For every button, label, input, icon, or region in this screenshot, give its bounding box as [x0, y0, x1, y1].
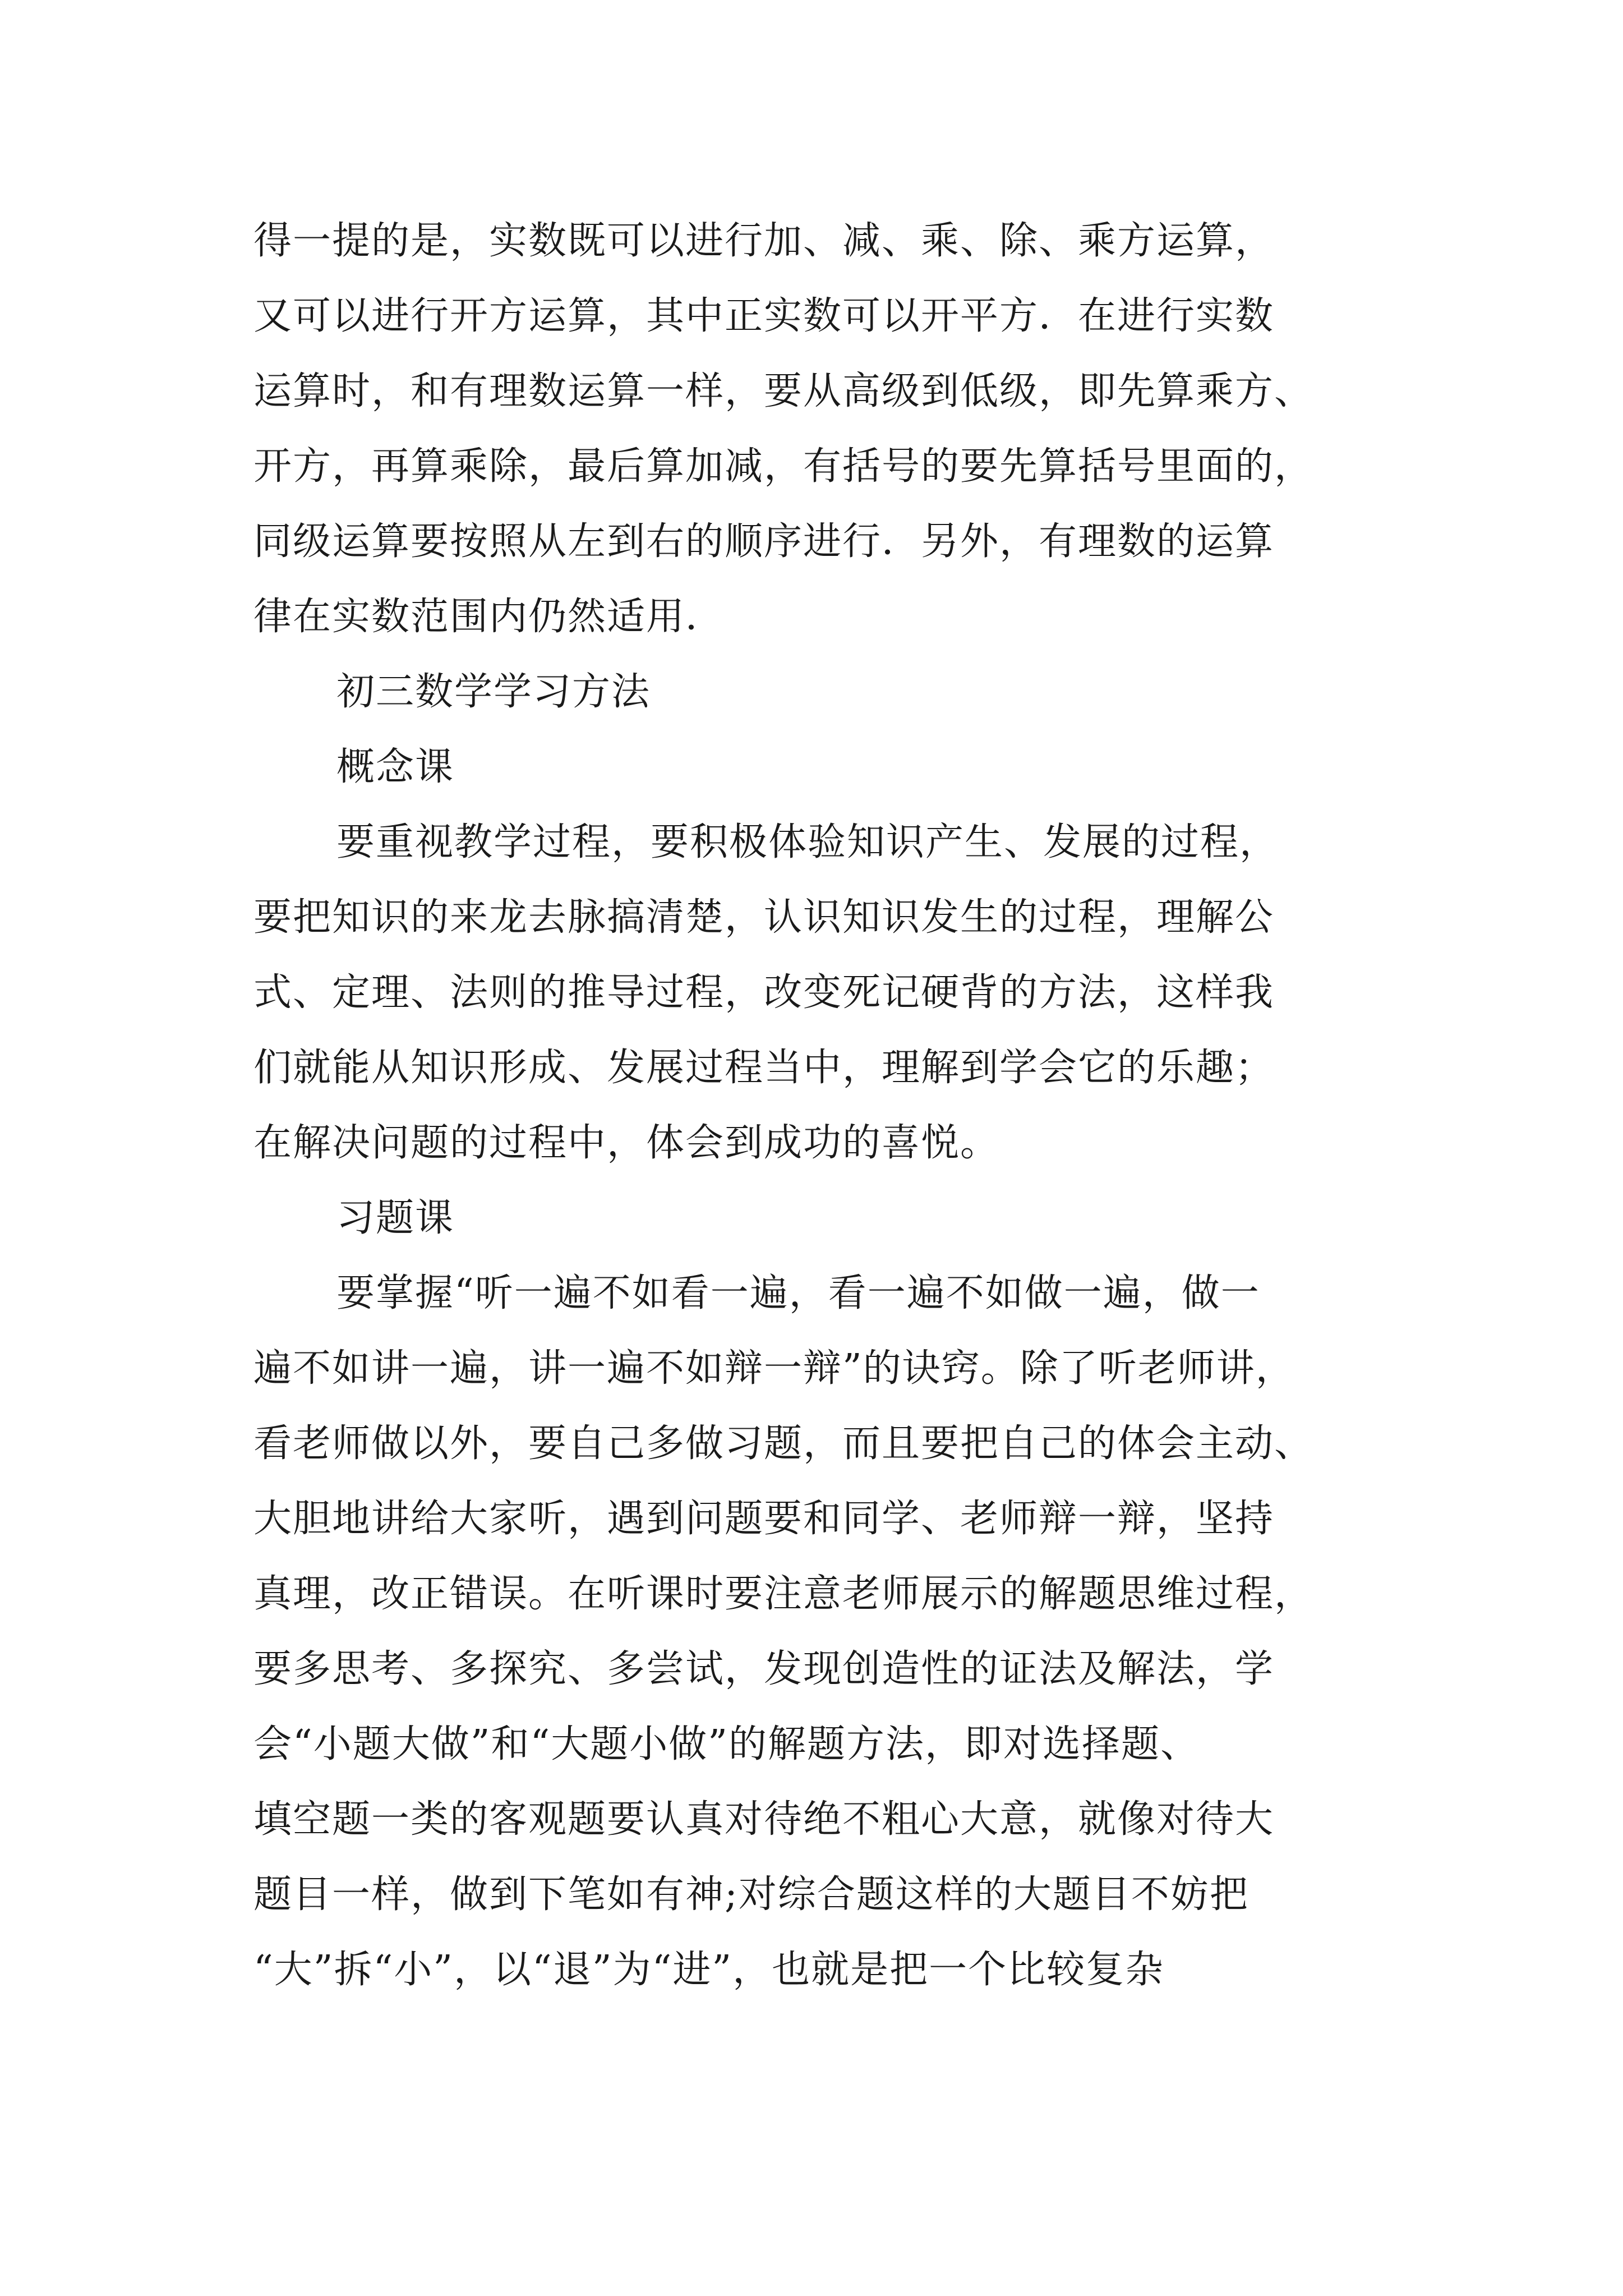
text-line: 开方，再算乘除，最后算加减，有括号的要先算括号里面的， — [253, 444, 1314, 489]
text-line: 填空题一类的客观题要认真对待绝不粗心大意，就像对待大 — [253, 1797, 1275, 1842]
text-line: 律在实数范围内仍然适用． — [253, 595, 725, 639]
text-line: 真理，改正错误。在听课时要注意老师展示的解题思维过程， — [253, 1572, 1314, 1616]
text-line: 会“小题大做”和“大题小做”的解题方法，即对选择题、 — [253, 1722, 1200, 1766]
text-line: 题目一样，做到下笔如有神;对综合题这样的大题目不妨把 — [253, 1872, 1249, 1917]
text-line: 在解决问题的过程中，体会到成功的喜悦。 — [253, 1121, 1000, 1165]
text-line: 又可以进行开方运算，其中正实数可以开平方．在进行实数 — [253, 294, 1275, 338]
text-line: 要把知识的来龙去脉搞清楚，认识知识发生的过程，理解公 — [253, 895, 1275, 940]
text-line: 们就能从知识形成、发展过程当中，理解到学会它的乐趣； — [253, 1046, 1275, 1090]
text-line: 看老师做以外，要自己多做习题，而且要把自己的体会主动、 — [253, 1421, 1314, 1466]
text-line: 大胆地讲给大家听，遇到问题要和同学、老师辩一辩，坚持 — [253, 1497, 1275, 1541]
subsection-heading: 习题课 — [336, 1196, 455, 1240]
text-line: 要重视教学过程，要积极体验知识产生、发展的过程， — [336, 820, 1279, 864]
subsection-heading: 概念课 — [336, 745, 455, 789]
section-heading: 初三数学学习方法 — [336, 670, 651, 714]
text-line: 运算时，和有理数运算一样，要从高级到低级，即先算乘方、 — [253, 369, 1314, 413]
text-line: 要多思考、多探究、多尝试，发现创造性的证法及解法，学 — [253, 1647, 1275, 1691]
text-line: “大”拆“小”，以“退”为“进”，也就是把一个比较复杂 — [253, 1948, 1165, 1992]
text-line: 同级运算要按照从左到右的顺序进行．另外，有理数的运算 — [253, 519, 1275, 564]
text-line: 得一提的是，实数既可以进行加、减、乘、除、乘方运算， — [253, 219, 1275, 263]
text-line: 要掌握“听一遍不如看一遍，看一遍不如做一遍，做一 — [336, 1271, 1260, 1315]
text-line: 遍不如讲一遍，讲一遍不如辩一辩”的诀窍。除了听老师讲， — [253, 1346, 1295, 1391]
text-line: 式、定理、法则的推导过程，改变死记硬背的方法，这样我 — [253, 970, 1275, 1015]
